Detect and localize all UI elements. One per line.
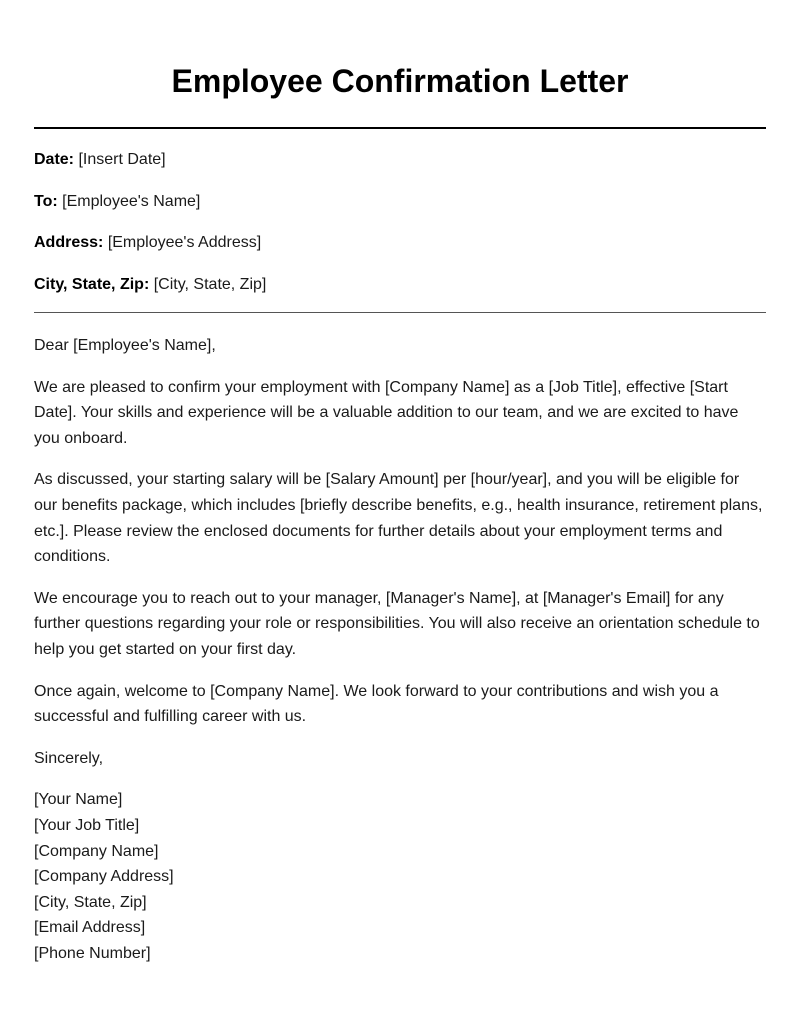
title-divider <box>34 127 766 129</box>
date-value: [Insert Date] <box>78 151 166 168</box>
header-divider <box>34 312 766 313</box>
date-field <box>34 150 166 170</box>
signature-line: [Phone Number] <box>34 944 151 962</box>
city-state-zip-label: City, State, Zip: <box>34 276 150 293</box>
city-state-zip-value: [City, State, Zip] <box>153 276 267 293</box>
to-value: [Employee's Name] <box>62 193 201 210</box>
signature-line: [Your Job Title] <box>34 816 140 834</box>
paragraph-3: We encourage you to reach out to your manager, [Manager's Name], at [Manager's Email] for any further questions regarding your role or responsibilities. You will also receive an orientation schedule to help you get started on your first day. <box>34 589 760 658</box>
paragraph-2: As discussed, your starting salary will be [Salary Amount] per [hour/year], and you will be eligible for our benefits package, which includes [briefly describe benefits, e.g., health insurance, retirement plans, etc.]. Please review the enclosed documents for further details about your employment terms and conditions. <box>34 471 763 566</box>
salutation: Dear [Employee's Name], <box>34 337 216 354</box>
letter-title: Employee Confirmation Letter <box>171 63 629 99</box>
paragraph-1: We are pleased to confirm your employment with [Company Name] as a [Job Title], effective [Start Date]. Your skills and experience will be a valuable addition to our team, and we are excited to have you onboard. <box>34 378 739 447</box>
to-field <box>34 192 200 212</box>
to-label: To: <box>34 193 58 210</box>
signature-line: [Company Address] <box>34 868 174 886</box>
paragraph-4: Once again, welcome to [Company Name]. We look forward to your contributions and wish you a successful and fulfilling career with us. <box>34 682 719 726</box>
date-label: Date: <box>34 151 75 168</box>
signature-line: [Company Name] <box>34 842 159 860</box>
address-value: [Employee's Address] <box>107 234 262 251</box>
address-label: Address: <box>34 234 104 251</box>
signature-line: [Your Name] <box>34 791 123 809</box>
city-state-zip-field <box>34 275 266 295</box>
address-field <box>34 233 261 253</box>
signature-block <box>34 787 766 966</box>
signature-line: [Email Address] <box>34 919 146 937</box>
signature-line: [City, State, Zip] <box>34 893 147 911</box>
letter-body <box>34 333 766 966</box>
closing: Sincerely, <box>34 749 104 767</box>
